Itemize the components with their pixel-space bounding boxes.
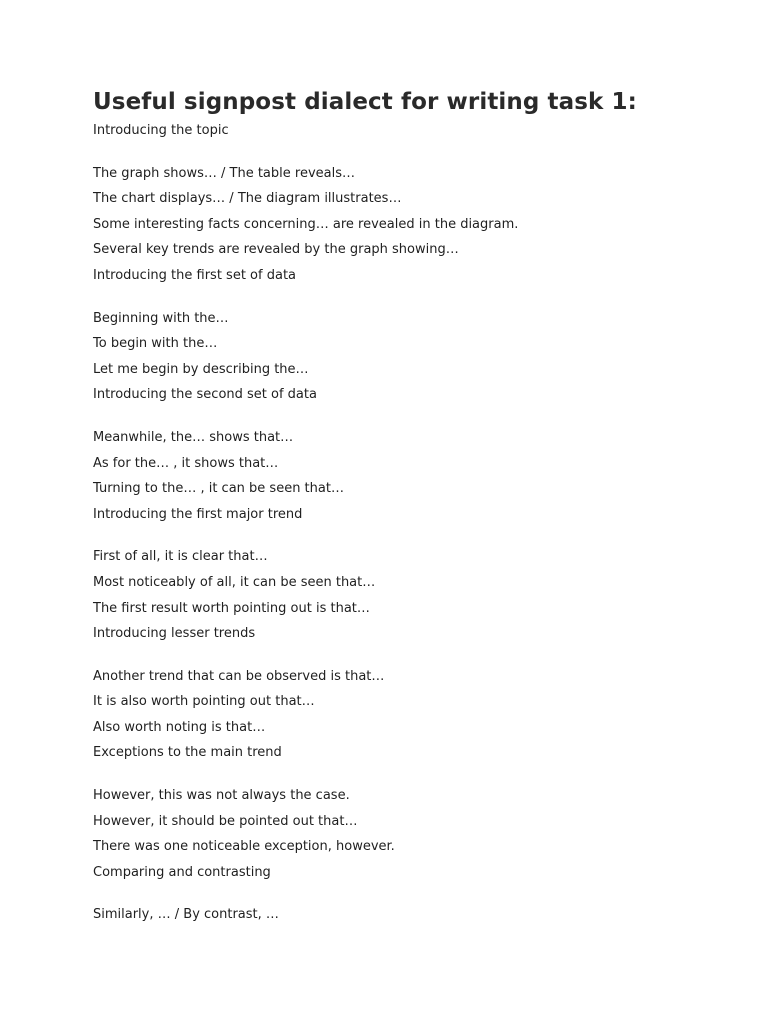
document-title: Useful signpost dialect for writing task 1: [93, 89, 637, 115]
section-heading: Introducing the first major trend [93, 506, 303, 522]
phrase-line: As for the… , it shows that… [93, 455, 279, 471]
section-heading: Exceptions to the main trend [93, 745, 282, 761]
phrase-line: Most noticeably of all, it can be seen that… [93, 574, 376, 590]
phrase-line: The first result worth pointing out is that… [93, 600, 370, 616]
section-heading: Comparing and contrasting [93, 864, 271, 880]
phrase-line: Several key trends are revealed by the graph showing… [93, 242, 459, 258]
phrase-line: However, this was not always the case. [93, 788, 350, 804]
phrase-line: Let me begin by describing the… [93, 361, 309, 377]
phrase-line: Similarly, … / By contrast, … [93, 907, 279, 923]
section-comparing-contrasting [93, 860, 733, 928]
phrase-line: Another trend that can be observed is that… [93, 668, 385, 684]
phrase-line: There was one noticeable exception, however. [93, 839, 395, 855]
phrase-line: The chart displays… / The diagram illustrates… [93, 191, 402, 207]
section-first-set-of-data [93, 263, 733, 382]
phrase-line: It is also worth pointing out that… [93, 694, 315, 710]
section-first-major-trend [93, 502, 733, 621]
phrase-line: The graph shows… / The table reveals… [93, 165, 355, 181]
section-heading: Introducing the topic [93, 123, 229, 138]
section-exceptions [93, 740, 733, 859]
phrase-line: Beginning with the… [93, 310, 229, 326]
section-introducing-topic [93, 118, 733, 263]
section-heading: Introducing the first set of data [93, 267, 297, 283]
phrase-line: First of all, it is clear that… [93, 549, 268, 565]
phrase-line: To begin with the… [93, 336, 218, 352]
document-page [93, 86, 733, 928]
section-second-set-of-data [93, 382, 733, 501]
phrase-line: Turning to the… , it can be seen that… [93, 481, 344, 497]
phrase-line: Some interesting facts concerning… are revealed in the diagram. [93, 216, 519, 232]
phrase-line: Meanwhile, the… shows that… [93, 429, 294, 445]
phrase-line: However, it should be pointed out that… [93, 813, 358, 829]
section-heading: Introducing lesser trends [93, 626, 256, 642]
section-heading: Introducing the second set of data [93, 387, 317, 403]
phrase-line: Also worth noting is that… [93, 719, 266, 735]
section-lesser-trends [93, 621, 733, 740]
